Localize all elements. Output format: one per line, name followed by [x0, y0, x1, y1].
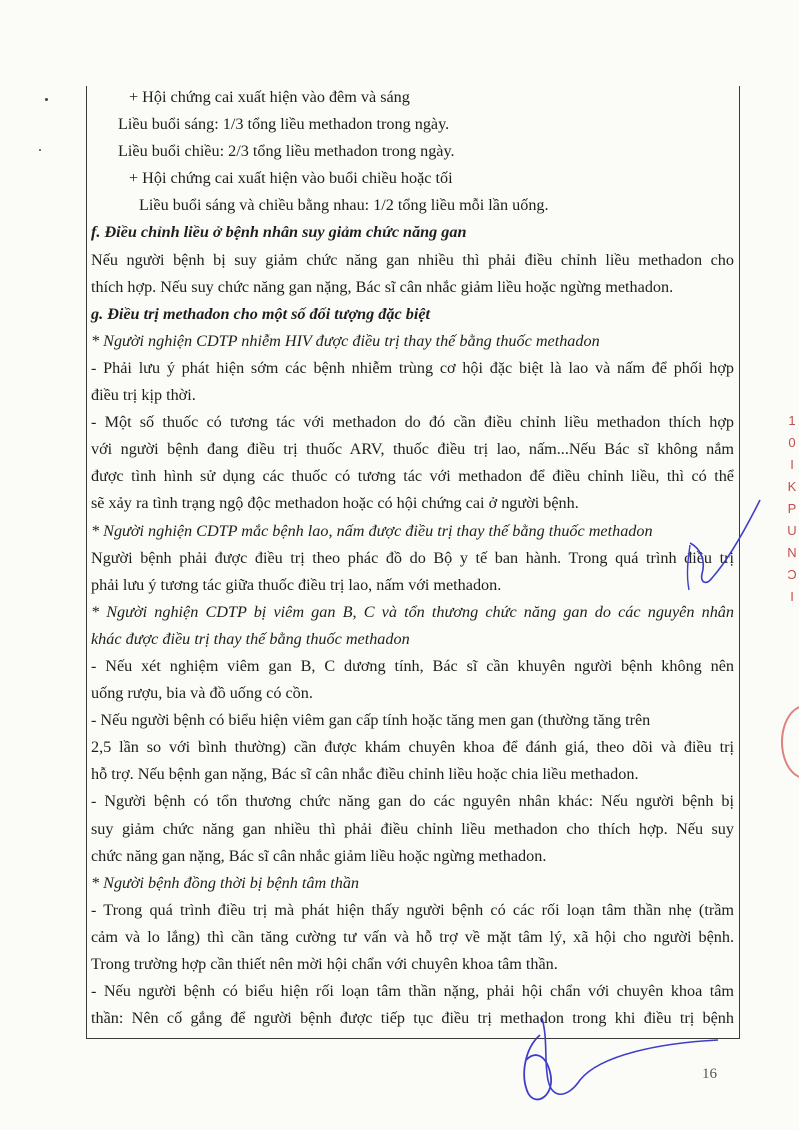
text-line: * Người nghiện CDTP bị viêm gan B, C và tổn thương chức năng gan do các nguyên nhân — [91, 602, 734, 621]
text-line: + Hội chứng cai xuất hiện vào đêm và sáng — [129, 88, 410, 106]
text-line: với người bệnh đang điều trị thuốc ARV, thuốc điều trị lao, nấm...Nếu Bác sĩ không nắm — [91, 440, 734, 459]
text-line: uống rượu, bia và đồ uống có cồn. — [91, 684, 313, 703]
text-line: cảm và lo lắng) thì cần tăng cường tư vấn và hỗ trợ về mặt tâm lý, xã hội cho người bệnh. — [91, 927, 734, 946]
text-line: + Hội chứng cai xuất hiện vào buổi chiều hoặc tối — [129, 169, 453, 188]
edge-stamp-glyph: I — [790, 457, 794, 472]
text-line: điều trị kịp thời. — [91, 386, 196, 405]
edge-stamp-glyph: U — [787, 523, 797, 538]
text-line: phải lưu ý tương tác giữa thuốc điều trị lao, nấm với methadon. — [91, 575, 502, 594]
text-line: - Một số thuốc có tương tác với methadon do đó cần điều chỉnh liều methadon thích hợp — [91, 413, 734, 432]
edge-stamp-glyph: 1 — [788, 413, 796, 428]
text-line: chức năng gan nặng, Bác sĩ cân nhắc giảm liều hoặc ngừng methadon. — [91, 846, 547, 865]
text-line: f. Điều chỉnh liều ở bệnh nhân suy giảm chức năng gan — [91, 223, 467, 242]
text-line: Liều buổi chiều: 2/3 tổng liều methadon trong ngày. — [118, 142, 455, 161]
text-line: - Trong quá trình điều trị mà phát hiện thấy người bệnh có các rối loạn tâm thần nhẹ (trầm — [91, 900, 734, 919]
text-line: * Người nghiện CDTP nhiễm HIV được điều trị thay thế bằng thuốc methadon — [91, 331, 600, 350]
text-line: - Phải lưu ý phát hiện sớm các bệnh nhiễm trùng cơ hội đặc biệt là lao và nấm để phối hợp — [91, 358, 734, 377]
text-line: - Nếu xét nghiệm viêm gan B, C dương tính, Bác sĩ cần khuyên người bệnh không nên — [91, 656, 734, 675]
edge-stamp-glyph: Ɔ — [787, 567, 797, 582]
edge-stamp-glyph: P — [787, 501, 797, 516]
text-line: khác được điều trị thay thế bằng thuốc methadon — [91, 629, 410, 648]
text-line: - Nếu người bệnh có biểu hiện viêm gan cấp tính hoặc tăng men gan (thường tăng trên — [91, 711, 651, 730]
text-line: Liều buổi sáng: 1/3 tổng liều methadon trong ngày. — [118, 115, 450, 134]
text-line: Nếu người bệnh bị suy giảm chức năng gan nhiều thì phải điều chỉnh liều methadon cho — [91, 250, 734, 269]
document-body — [91, 84, 734, 1032]
text-line: thần: Nên cố gắng để người bệnh được tiếp tục điều trị methadon trong khi điều trị bệnh — [91, 1009, 734, 1028]
text-line: Trong trường hợp cần thiết nên mời hội chẩn với chuyên khoa tâm thần. — [91, 955, 558, 973]
text-line: * Người bệnh đồng thời bị bệnh tâm thần — [91, 873, 360, 892]
text-line: sẽ xảy ra tình trạng ngộ độc methadon hoặc có hội chứng cai ở người bệnh. — [91, 494, 579, 513]
edge-stamp-glyph: 0 — [788, 435, 796, 450]
edge-stamp-glyph: K — [787, 479, 797, 494]
red-seal-fragment — [781, 705, 799, 779]
text-line: Liều buổi sáng và chiều bằng nhau: 1/2 tổng liều mỗi lần uống. — [139, 196, 549, 215]
scan-speck — [45, 98, 48, 101]
text-line: hỗ trợ. Nếu bệnh gan nặng, Bác sĩ cân nhắc điều chỉnh liều hoặc chia liều methadon. — [91, 765, 639, 784]
text-line: g. Điều trị methadon cho một số đối tượng đặc biệt — [91, 304, 431, 323]
text-line: thích hợp. Nếu suy chức năng gan nặng, Bác sĩ cân nhắc giảm liều hoặc ngừng methadon. — [91, 277, 674, 296]
text-line: 2,5 lần so với bình thường) cần được khám chuyên khoa để đánh giá, theo dõi và điều trị — [91, 738, 734, 757]
scan-speck — [39, 149, 41, 151]
edge-stamp-text — [785, 410, 799, 608]
edge-stamp-glyph: I — [790, 589, 794, 604]
text-line: - Nếu người bệnh có biểu hiện rối loạn tâm thần nặng, phải hội chẩn với chuyên khoa tâm — [91, 982, 734, 1001]
text-line: - Người bệnh có tổn thương chức năng gan do các nguyên nhân khác: Nếu người bệnh bị — [91, 792, 734, 811]
text-line: Người bệnh phải được điều trị theo phác đồ do Bộ y tế ban hành. Trong quá trình điều trị — [91, 548, 734, 567]
text-line: * Người nghiện CDTP mắc bệnh lao, nấm được điều trị thay thế bằng thuốc methadon — [91, 521, 653, 540]
edge-stamp-glyph: N — [787, 545, 797, 560]
page-number: 16 — [702, 1066, 717, 1082]
text-line: được tình hình sử dụng các thuốc có tương tác với methadon để điều chỉnh liều, thì có thể — [91, 467, 734, 486]
text-line: suy giảm chức năng gan nhiều thì phải điều chỉnh liều methadon cho thích hợp. Nếu suy — [91, 819, 734, 838]
signature-stroke-lower — [524, 1035, 551, 1099]
